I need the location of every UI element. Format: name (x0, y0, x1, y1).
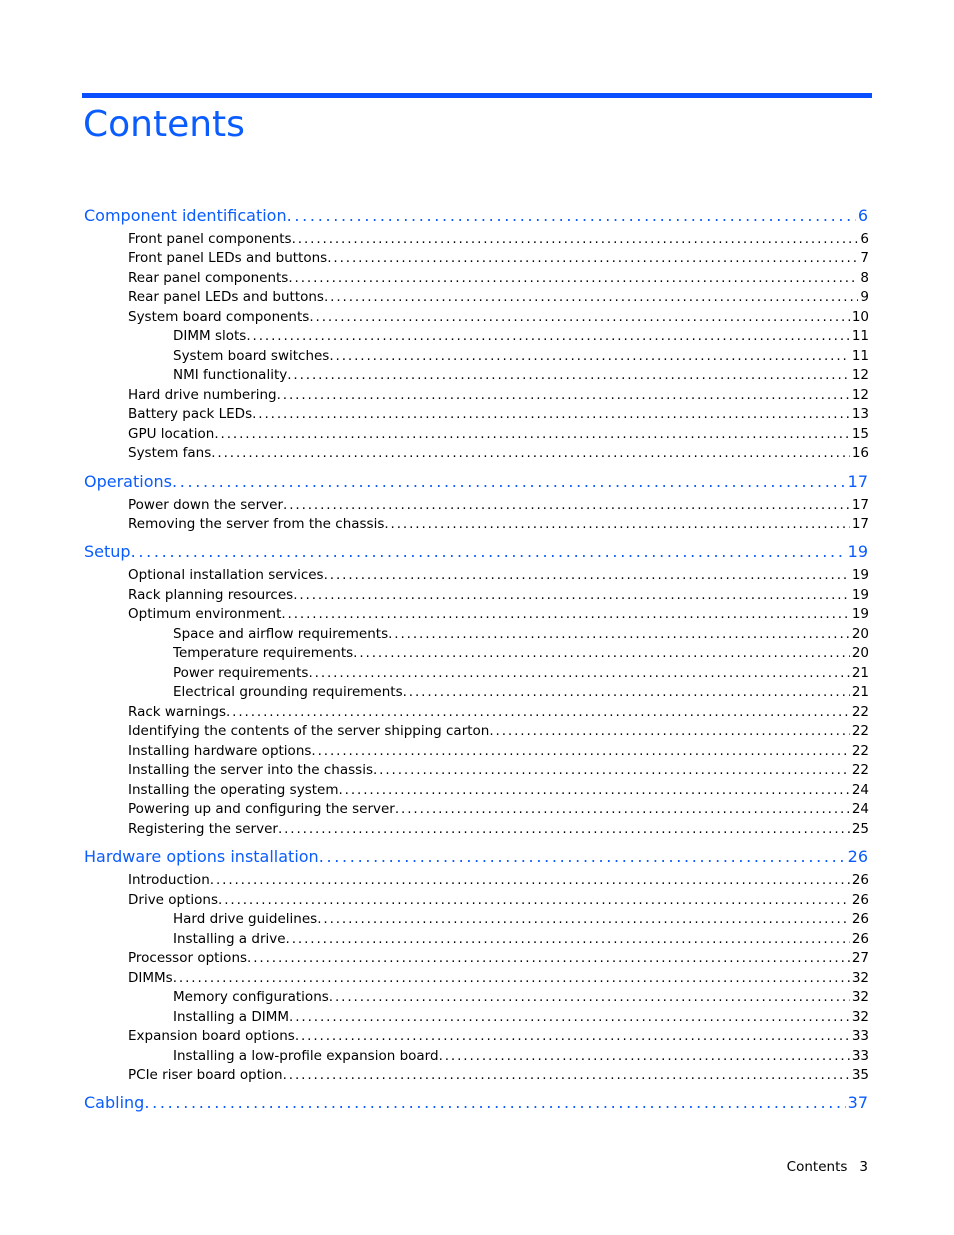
toc-page-number: 24 (851, 782, 869, 798)
toc-page-number: 15 (851, 426, 869, 442)
toc-section-link[interactable] (128, 229, 869, 247)
toc-page-number: 10 (851, 309, 869, 325)
toc-entry-title: Optimum environment (128, 606, 282, 622)
toc-chapter-link[interactable] (84, 471, 868, 491)
toc-page-number: 26 (851, 931, 869, 947)
toc-entry-title: Electrical grounding requirements (173, 684, 403, 700)
toc-chapter-link[interactable] (84, 1092, 868, 1112)
toc-section-link[interactable] (173, 909, 869, 927)
toc-leader-dots (324, 567, 850, 583)
toc-leader-dots (319, 847, 846, 866)
toc-leader-dots (395, 801, 850, 817)
toc-chapter-link[interactable] (84, 846, 868, 866)
toc-page-number: 26 (851, 892, 869, 908)
toc-entry-title: Memory configurations (173, 989, 329, 1005)
toc-section-link[interactable] (173, 1046, 869, 1064)
toc-page-number: 19 (847, 542, 868, 561)
toc-section-link[interactable] (173, 326, 869, 344)
toc-leader-dots (283, 497, 850, 513)
toc-entry-title: Installing a DIMM (173, 1009, 290, 1025)
toc-section-link[interactable] (128, 1065, 869, 1083)
toc-section-link[interactable] (128, 248, 869, 266)
toc-entry-title: Battery pack LEDs (128, 406, 253, 422)
toc-section-link[interactable] (173, 346, 869, 364)
toc-page-number: 33 (851, 1048, 869, 1064)
footer-label: Contents (786, 1159, 848, 1175)
toc-section-link[interactable] (128, 760, 869, 778)
toc-page-number: 22 (851, 743, 869, 759)
toc-section-link[interactable] (128, 287, 869, 305)
toc-page-number: 22 (851, 762, 869, 778)
toc-page-number: 26 (847, 847, 868, 866)
toc-page-number: 6 (860, 231, 869, 247)
toc-section-link[interactable] (128, 721, 869, 739)
toc-section-link[interactable] (128, 968, 869, 986)
toc-page-number: 32 (851, 970, 869, 986)
toc-section-link[interactable] (128, 495, 869, 513)
toc-leader-dots (287, 367, 850, 383)
toc-page-number: 20 (851, 626, 869, 642)
toc-leader-dots (311, 743, 849, 759)
toc-leader-dots (293, 587, 850, 603)
toc-page-number: 26 (851, 872, 869, 888)
toc-section-link[interactable] (173, 643, 869, 661)
toc-entry-title: Front panel LEDs and buttons (128, 250, 328, 266)
toc-leader-dots (295, 1028, 850, 1044)
toc-page-number: 21 (851, 684, 869, 700)
toc-entry-title: Operations (84, 472, 172, 491)
toc-leader-dots (324, 289, 858, 305)
toc-entry-title: Front panel components (128, 231, 292, 247)
toc-page-number: 19 (851, 567, 869, 583)
toc-page-number: 27 (851, 950, 869, 966)
toc-page-number: 17 (847, 472, 868, 491)
toc-leader-dots (286, 931, 850, 947)
toc-page-number: 13 (851, 406, 869, 422)
toc-section-link[interactable] (128, 443, 869, 461)
toc-leader-dots (489, 723, 849, 739)
toc-entry-title: Power down the server (128, 497, 284, 513)
toc-section-link[interactable] (128, 565, 869, 583)
toc-section-link[interactable] (173, 929, 869, 947)
toc-entry-title: Identifying the contents of the server shipping carton (128, 723, 490, 739)
toc-entry-title: Rear panel LEDs and buttons (128, 289, 324, 305)
toc-section-link[interactable] (128, 890, 869, 908)
toc-section-link[interactable] (173, 987, 869, 1005)
toc-leader-dots (309, 309, 849, 325)
toc-page-number: 32 (851, 1009, 869, 1025)
toc-entry-title: System board switches (173, 348, 330, 364)
toc-section-link[interactable] (128, 424, 869, 442)
toc-chapter-link[interactable] (84, 205, 868, 225)
toc-page-number: 32 (851, 989, 869, 1005)
toc-leader-dots (384, 516, 849, 532)
toc-entry-title: NMI functionality (173, 367, 288, 383)
toc-leader-dots (388, 626, 850, 642)
toc-entry-title: Hardware options installation (84, 847, 319, 866)
toc-section-link[interactable] (128, 585, 869, 603)
toc-page-number: 25 (851, 821, 869, 837)
toc-leader-dots (292, 231, 859, 247)
toc-page-number: 37 (847, 1093, 868, 1112)
toc-section-link[interactable] (128, 604, 869, 622)
toc-leader-dots (281, 606, 849, 622)
toc-entry-title: Cabling (84, 1093, 145, 1112)
toc-entry-title: Drive options (128, 892, 219, 908)
toc-entry-title: Installing hardware options (128, 743, 312, 759)
toc-entry-title: Removing the server from the chassis (128, 516, 385, 532)
toc-leader-dots (173, 970, 850, 986)
toc-entry-title: Installing a low-profile expansion board (173, 1048, 439, 1064)
toc-entry-title: Processor options (128, 950, 248, 966)
toc-leader-dots (327, 250, 858, 266)
toc-entry-title: Rack warnings (128, 704, 226, 720)
toc-page-number: 33 (851, 1028, 869, 1044)
toc-entry-title: Rear panel components (128, 270, 289, 286)
toc-leader-dots (329, 989, 850, 1005)
toc-entry-title: Component identification (84, 206, 287, 225)
toc-entry-title: GPU location (128, 426, 215, 442)
toc-section-link[interactable] (128, 819, 869, 837)
toc-entry-title: DIMM slots (173, 328, 247, 344)
toc-leader-dots (317, 911, 850, 927)
toc-section-link[interactable] (173, 1007, 869, 1025)
toc-page-number: 19 (851, 587, 869, 603)
toc-leader-dots (210, 872, 850, 888)
toc-leader-dots (131, 542, 846, 561)
toc-page-number: 20 (851, 645, 869, 661)
toc-section-link[interactable] (128, 307, 869, 325)
toc-leader-dots (308, 665, 849, 681)
toc-section-link[interactable] (128, 870, 869, 888)
toc-leader-dots (439, 1048, 850, 1064)
toc-section-link[interactable] (128, 702, 869, 720)
toc-page-number: 7 (860, 250, 869, 266)
toc-entry-title: Hard drive guidelines (173, 911, 318, 927)
toc-section-link[interactable] (128, 799, 869, 817)
toc-section-link[interactable] (173, 365, 869, 383)
toc-leader-dots (288, 270, 858, 286)
toc-section-link[interactable] (128, 948, 869, 966)
toc-chapter-link[interactable] (84, 541, 868, 561)
toc-entry-title: Installing the server into the chassis (128, 762, 373, 778)
toc-leader-dots (403, 684, 850, 700)
toc-leader-dots (278, 821, 850, 837)
toc-section-link[interactable] (128, 385, 869, 403)
toc-page-number: 11 (851, 348, 869, 364)
toc-leader-dots (373, 762, 850, 778)
toc-leader-dots (226, 704, 850, 720)
toc-page-number: 11 (851, 328, 869, 344)
toc-section-link[interactable] (173, 682, 869, 700)
toc-page-number: 8 (860, 270, 869, 286)
toc-entry-title: Installing the operating system (128, 782, 339, 798)
toc-page-number: 9 (860, 289, 869, 305)
toc-leader-dots (287, 206, 856, 225)
toc-section-link[interactable] (128, 268, 869, 286)
toc-section-link[interactable] (128, 514, 869, 532)
toc-entry-title: Expansion board options (128, 1028, 295, 1044)
toc-entry-title: Registering the server (128, 821, 278, 837)
toc-page-number: 26 (851, 911, 869, 927)
toc-section-link[interactable] (173, 624, 869, 642)
toc-page-number: 6 (857, 206, 868, 225)
toc-leader-dots (277, 387, 850, 403)
toc-leader-dots (252, 406, 850, 422)
toc-leader-dots (172, 472, 846, 491)
page-title: Contents (83, 104, 245, 145)
toc-entry-title: Hard drive numbering (128, 387, 277, 403)
toc-entry-title: PCIe riser board option (128, 1067, 283, 1083)
toc-entry-title: System fans (128, 445, 212, 461)
toc-leader-dots (144, 1093, 845, 1112)
toc-leader-dots (353, 645, 850, 661)
toc-leader-dots (218, 892, 850, 908)
toc-entry-title: Setup (84, 542, 131, 561)
toc-entry-title: Introduction (128, 872, 210, 888)
toc-page-number: 21 (851, 665, 869, 681)
toc-leader-dots (214, 426, 849, 442)
toc-entry-title: Rack planning resources (128, 587, 294, 603)
toc-entry-title: Temperature requirements (173, 645, 354, 661)
toc-leader-dots (338, 782, 849, 798)
toc-entry-title: Space and airflow requirements (173, 626, 389, 642)
toc-page-number: 22 (851, 723, 869, 739)
footer-page-number: 3 (859, 1159, 868, 1175)
toc-section-link[interactable] (173, 663, 869, 681)
toc-entry-title: System board components (128, 309, 310, 325)
toc-page-number: 35 (851, 1067, 869, 1083)
toc-entry-title: DIMMs (128, 970, 173, 986)
toc-section-link[interactable] (128, 404, 869, 422)
toc-leader-dots (283, 1067, 850, 1083)
page-footer (787, 1159, 868, 1175)
toc-leader-dots (289, 1009, 850, 1025)
toc-page-number: 17 (851, 516, 869, 532)
toc-page-number: 19 (851, 606, 869, 622)
toc-leader-dots (329, 348, 849, 364)
toc-entry-title: Optional installation services (128, 567, 324, 583)
toc-page-number: 22 (851, 704, 869, 720)
toc-entry-title: Power requirements (173, 665, 309, 681)
toc-page-number: 12 (851, 367, 869, 383)
toc-page-number: 17 (851, 497, 869, 513)
toc-section-link[interactable] (128, 780, 869, 798)
toc-leader-dots (211, 445, 850, 461)
toc-entry-title: Powering up and configuring the server (128, 801, 395, 817)
toc-page-number: 12 (851, 387, 869, 403)
toc-section-link[interactable] (128, 741, 869, 759)
toc-page-number: 24 (851, 801, 869, 817)
toc-leader-dots (247, 950, 850, 966)
toc-entry-title: Installing a drive (173, 931, 286, 947)
toc-leader-dots (246, 328, 849, 344)
toc-page-number: 16 (851, 445, 869, 461)
toc-section-link[interactable] (128, 1026, 869, 1044)
